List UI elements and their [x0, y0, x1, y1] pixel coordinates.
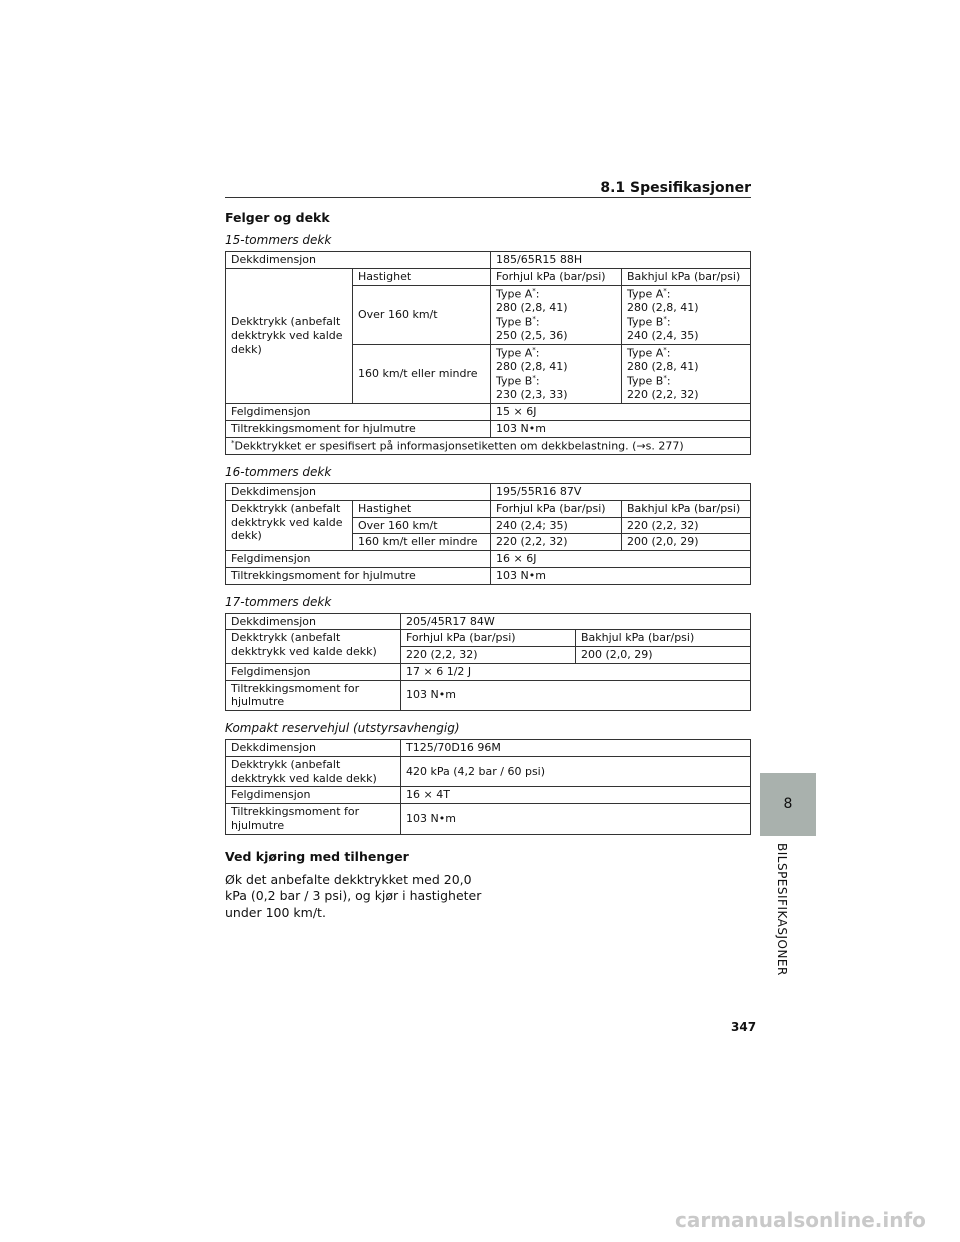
table-row — [226, 567, 751, 584]
section-heading: 8.1 Spesifikasjoner — [600, 180, 751, 196]
table-row — [226, 500, 751, 517]
table-cell: Tiltrekkingsmoment for hjulmutre — [226, 680, 401, 711]
table-cell: 103 N•m — [491, 567, 751, 584]
table-cell: Felgdimensjon — [226, 551, 491, 568]
table-row — [226, 613, 751, 630]
table-cell: 200 (2,0, 29) — [622, 534, 751, 551]
table-row — [226, 740, 751, 757]
footnote: *Dekktrykket er spesifisert på informasjonsetiketten om dekkbelastning. (→s. 277) — [226, 437, 751, 454]
table-cell: 15 × 6J — [491, 404, 751, 421]
table-row — [226, 437, 751, 454]
table-cell: Tiltrekkingsmoment for hjulmutre — [226, 567, 491, 584]
table-cell: 16 × 6J — [491, 551, 751, 568]
table-row — [226, 252, 751, 269]
table-cell: Felgdimensjon — [226, 663, 401, 680]
trailer-text: Øk det anbefalte dekktrykket med 20,0 kPa (0,2 bar / 3 psi), og kjør i hastigheter under 100 km/t. — [225, 871, 482, 921]
subtitle-spare: Kompakt reservehjul (utstyrsavhengig) — [225, 721, 460, 736]
table-cell: 185/65R15 88H — [491, 252, 751, 269]
table-row — [226, 268, 751, 285]
table-cell: Forhjul kPa (bar/psi) — [491, 268, 622, 285]
table-cell: 160 km/t eller mindre — [353, 534, 491, 551]
table-cell: Felgdimensjon — [226, 404, 491, 421]
table-row — [226, 787, 751, 804]
table-cell: Dekktrykk (anbefalt dekktrykk ved kalde dekk) — [226, 500, 353, 550]
table-cell: Hastighet — [353, 268, 491, 285]
table-cell: 16 × 4T — [401, 787, 751, 804]
table-cell: 160 km/t eller mindre — [353, 344, 491, 403]
table-cell: 200 (2,0, 29) — [576, 647, 751, 664]
table-cell: Over 160 km/t — [353, 285, 491, 344]
table-cell: Type A*: 280 (2,8, 41) Type B*: 230 (2,3, 33) — [491, 344, 622, 403]
table-row — [226, 663, 751, 680]
table-row — [226, 404, 751, 421]
table-cell: Over 160 km/t — [353, 517, 491, 534]
table-cell: Dekktrykk (anbefalt dekktrykk ved kalde dekk) — [226, 756, 401, 787]
page-title: Felger og dekk — [225, 210, 330, 225]
table-cell: 17 × 6 1/2 J — [401, 663, 751, 680]
table-cell: Hastighet — [353, 500, 491, 517]
table-row — [226, 551, 751, 568]
table-cell: Bakhjul kPa (bar/psi) — [622, 500, 751, 517]
table-row — [226, 420, 751, 437]
table-row — [226, 680, 751, 711]
subtitle-15: 15-tommers dekk — [225, 233, 332, 247]
trailer-heading: Ved kjøring med tilhenger — [225, 848, 409, 864]
table-cell: 420 kPa (4,2 bar / 60 psi) — [401, 756, 751, 787]
subtitle-16: 16-tommers dekk — [225, 465, 332, 480]
table-spare — [225, 739, 751, 835]
table-cell: 103 N•m — [491, 420, 751, 437]
table-cell: T125/70D16 96M — [401, 740, 751, 757]
table-cell: Forhjul kPa (bar/psi) — [491, 500, 622, 517]
table-cell: 195/55R16 87V — [491, 484, 751, 501]
table-cell: Tiltrekkingsmoment for hjulmutre — [226, 804, 401, 835]
watermark: carmanualsonline.info — [675, 1208, 926, 1232]
table-cell: Tiltrekkingsmoment for hjulmutre — [226, 420, 491, 437]
table-cell: 205/45R17 84W — [401, 613, 751, 630]
table-cell: 220 (2,2, 32) — [622, 517, 751, 534]
table-16 — [225, 483, 751, 585]
main-content — [225, 210, 751, 922]
table-cell: 103 N•m — [401, 804, 751, 835]
table-cell: Forhjul kPa (bar/psi) — [401, 630, 576, 647]
table-15 — [225, 251, 751, 455]
page-number: 347 — [731, 1020, 757, 1034]
table-cell: 240 (2,4; 35) — [491, 517, 622, 534]
chapter-label: BILSPESIFIKASJONER — [775, 843, 789, 976]
table-row — [226, 756, 751, 787]
table-row — [226, 630, 751, 647]
subtitle-17: 17-tommers dekk — [225, 594, 332, 609]
table-cell: Dekktrykk (anbefalt dekktrykk ved kalde dekk) — [226, 268, 353, 403]
table-cell: Type A*: 280 (2,8, 41) Type B*: 250 (2,5, 36) — [491, 285, 622, 344]
chapter-number: 8 — [783, 796, 793, 812]
table-cell: Bakhjul kPa (bar/psi) — [622, 268, 751, 285]
table-cell: 220 (2,2, 32) — [491, 534, 622, 551]
table-cell: Type A*: 280 (2,8, 41) Type B*: 240 (2,4, 35) — [622, 285, 751, 344]
header-rule — [225, 197, 751, 198]
table-cell: Dekkdimensjon — [226, 484, 491, 501]
table-cell: 220 (2,2, 32) — [401, 647, 576, 664]
table-row — [226, 804, 751, 835]
table-cell: Dekkdimensjon — [226, 252, 491, 269]
table-row — [226, 484, 751, 501]
table-cell: Bakhjul kPa (bar/psi) — [576, 630, 751, 647]
table-cell: 103 N•m — [401, 680, 751, 711]
table-cell: Dekkdimensjon — [226, 740, 401, 757]
table-cell: Dekkdimensjon — [226, 613, 401, 630]
table-cell: Type A*: 280 (2,8, 41) Type B*: 220 (2,2, 32) — [622, 344, 751, 403]
table-17 — [225, 613, 751, 712]
table-cell: Felgdimensjon — [226, 787, 401, 804]
table-cell: Dekktrykk (anbefalt dekktrykk ved kalde dekk) — [226, 630, 401, 664]
